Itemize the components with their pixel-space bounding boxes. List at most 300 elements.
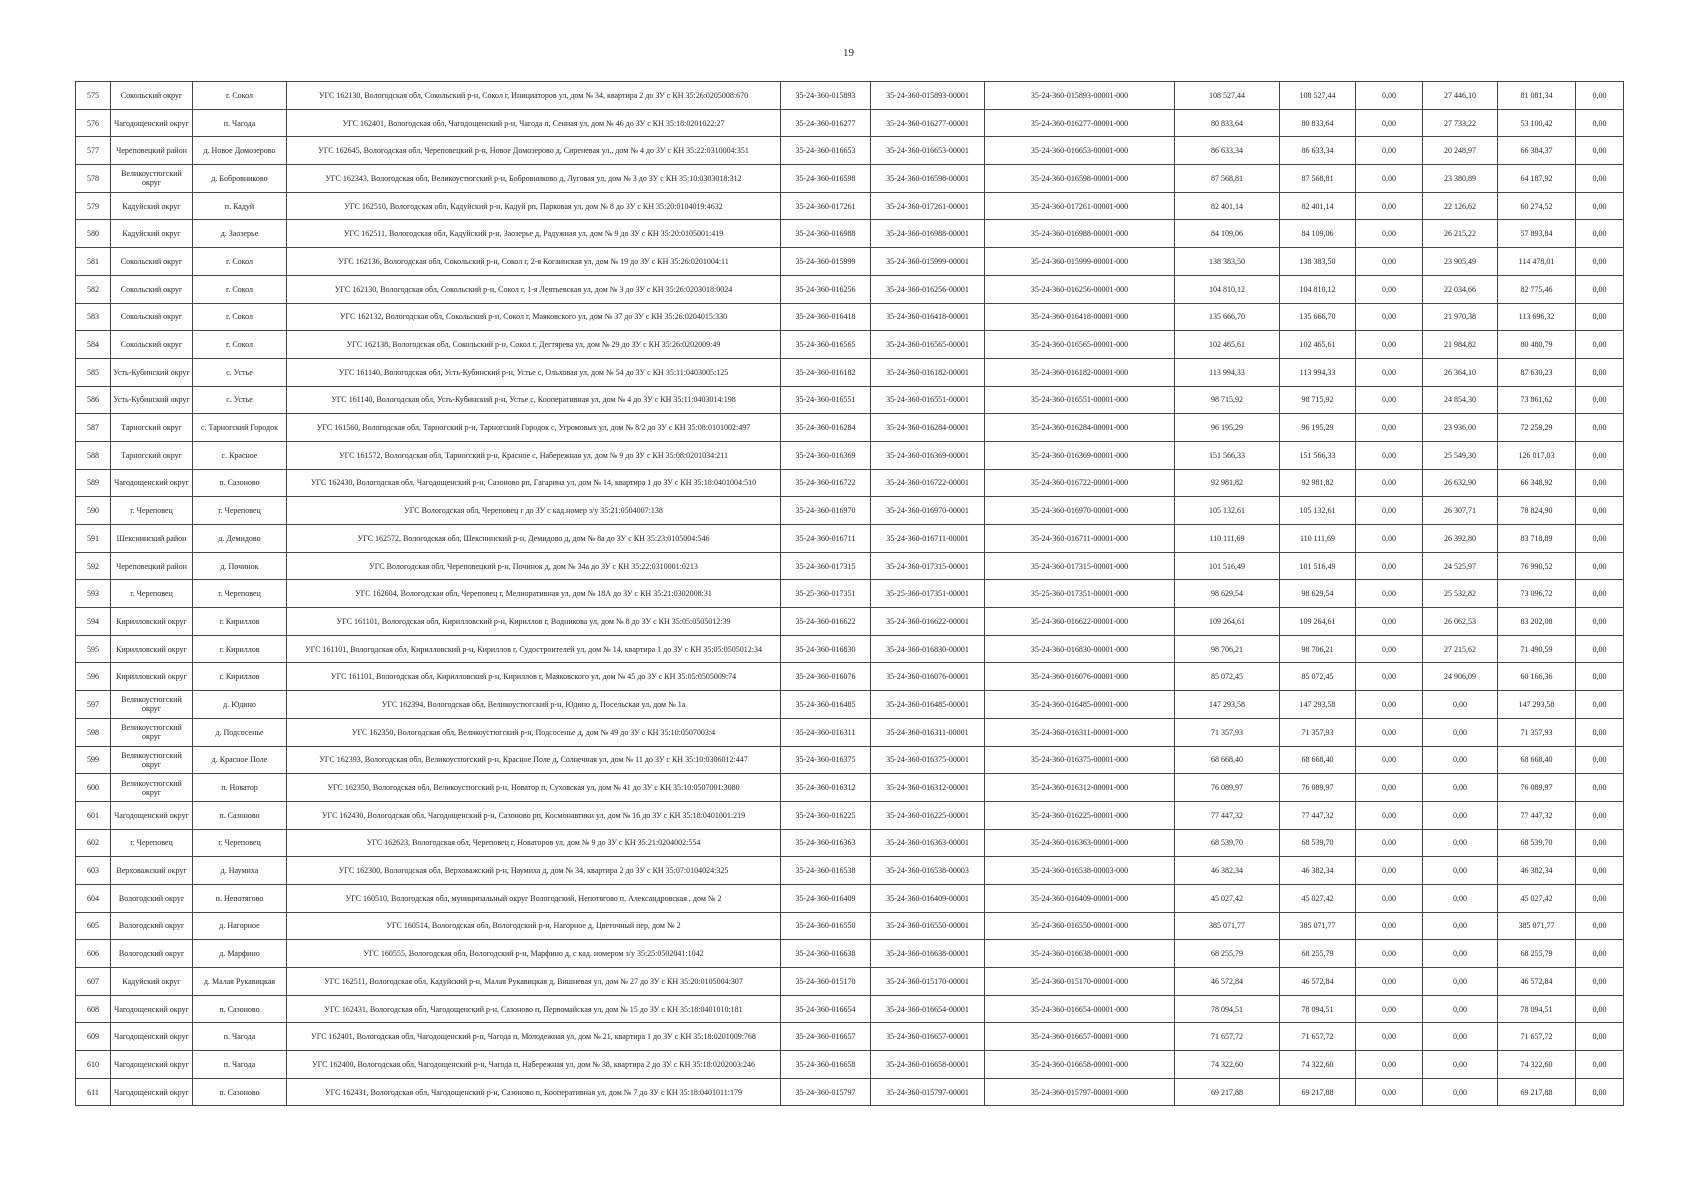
table-row — [76, 82, 1624, 110]
amount-col-5-cell: 126 017,03 — [1498, 441, 1576, 469]
object-address-cell: УГС 162511, Вологодская обл, Кадуйский р-н, Заозерье д, Радужная ул, дом № 9 до ЗУ с КН 35:20:0105001:419 — [287, 220, 781, 248]
amount-col-5-cell: 76 089,97 — [1498, 774, 1576, 802]
amount-col-5-cell: 113 696,32 — [1498, 303, 1576, 331]
amount-col-5-cell: 57 893,84 — [1498, 220, 1576, 248]
object-address-cell: УГС 162401, Вологодская обл, Чагодощенский р-н, Чагода п, Сенная ул, дом № 46 до ЗУ с КН 35:18:0201022:27 — [287, 109, 781, 137]
amount-col-3-cell: 0,00 — [1356, 525, 1423, 553]
amount-total-cell: 98 706,21 — [1175, 635, 1280, 663]
amount-total-cell: 98 629,54 — [1175, 580, 1280, 608]
table-row — [76, 912, 1624, 940]
settlement-cell: с. Тарногский Городок — [193, 414, 287, 442]
amount-col-3-cell: 0,00 — [1356, 635, 1423, 663]
object-subcode-cell: 35-24-360-016598-00001 — [871, 165, 985, 193]
amount-col-5-cell: 66 348,92 — [1498, 469, 1576, 497]
amount-col-3-cell: 0,00 — [1356, 331, 1423, 359]
municipality-cell: Чагодощенский округ — [111, 801, 193, 829]
object-subcode-cell: 35-24-360-016638-00001 — [871, 940, 985, 968]
amount-col-6-cell: 0,00 — [1576, 248, 1624, 276]
municipality-cell: Чагодощенский округ — [111, 1078, 193, 1106]
object-full-code-cell: 35-24-360-016375-00001-000 — [985, 746, 1175, 774]
object-address-cell: УГС 161101, Вологодская обл, Кирилловский р-н, Кириллов г, Судостроителей ул, дом № 14, квартира 1 до ЗУ с КН 35:05:0505012:34 — [287, 635, 781, 663]
amount-col-4-cell: 0,00 — [1423, 1051, 1498, 1079]
object-subcode-cell: 35-24-360-016657-00001 — [871, 1023, 985, 1051]
amount-financed-cell: 74 322,60 — [1280, 1051, 1356, 1079]
amount-col-3-cell: 0,00 — [1356, 884, 1423, 912]
amount-total-cell: 101 516,49 — [1175, 552, 1280, 580]
row-number-cell: 588 — [76, 441, 111, 469]
object-subcode-cell: 35-24-360-016225-00001 — [871, 801, 985, 829]
object-address-cell: УГС 160555, Вологодская обл, Вологодский р-н, Марфино д, с кад. номером з/у 35:25:0502041:1042 — [287, 940, 781, 968]
object-full-code-cell: 35-24-360-016485-00001-000 — [985, 691, 1175, 719]
object-full-code-cell: 35-24-360-016551-00001-000 — [985, 386, 1175, 414]
amount-col-4-cell: 23 905,49 — [1423, 248, 1498, 276]
amount-col-4-cell: 26 307,71 — [1423, 497, 1498, 525]
object-address-cell: УГС 161101, Вологодская обл, Кирилловский р-н, Кириллов г, Водникова ул, дом № 8 до ЗУ с КН 35:05:0505012:39 — [287, 608, 781, 636]
municipality-cell: Великоустюгский округ — [111, 691, 193, 719]
settlement-cell: г. Череповец — [193, 497, 287, 525]
amount-total-cell: 102 465,61 — [1175, 331, 1280, 359]
amount-total-cell: 98 715,92 — [1175, 386, 1280, 414]
amount-col-5-cell: 385 071,77 — [1498, 912, 1576, 940]
row-number-cell: 606 — [76, 940, 111, 968]
amount-col-3-cell: 0,00 — [1356, 303, 1423, 331]
settlement-cell: п. Чагода — [193, 1023, 287, 1051]
object-full-code-cell: 35-24-360-016638-00001-000 — [985, 940, 1175, 968]
object-code-cell: 35-24-360-016551 — [781, 386, 871, 414]
object-code-cell: 35-24-360-016182 — [781, 358, 871, 386]
amount-col-6-cell: 0,00 — [1576, 774, 1624, 802]
amount-financed-cell: 77 447,32 — [1280, 801, 1356, 829]
object-subcode-cell: 35-24-360-016653-00001 — [871, 137, 985, 165]
amount-col-6-cell: 0,00 — [1576, 635, 1624, 663]
settlement-cell: г. Кириллов — [193, 635, 287, 663]
row-number-cell: 593 — [76, 580, 111, 608]
amount-col-4-cell: 23 380,89 — [1423, 165, 1498, 193]
amount-total-cell: 138 383,50 — [1175, 248, 1280, 276]
object-subcode-cell: 35-24-360-016654-00001 — [871, 995, 985, 1023]
amount-col-6-cell: 0,00 — [1576, 829, 1624, 857]
settlement-cell: д. Подсосенье — [193, 718, 287, 746]
object-full-code-cell: 35-24-360-016722-00001-000 — [985, 469, 1175, 497]
amount-financed-cell: 76 089,97 — [1280, 774, 1356, 802]
object-code-cell: 35-24-360-016312 — [781, 774, 871, 802]
settlement-cell: д. Наумиха — [193, 857, 287, 885]
row-number-cell: 591 — [76, 525, 111, 553]
amount-col-5-cell: 74 322,60 — [1498, 1051, 1576, 1079]
object-address-cell: УГС 162400, Вологодская обл, Чагодощенский р-н, Чагода п, Набережная ул, дом № 38, квартира 2 до ЗУ с КН 35:18:0202003:246 — [287, 1051, 781, 1079]
settlement-cell: г. Сокол — [193, 275, 287, 303]
object-full-code-cell: 35-24-360-016256-00001-000 — [985, 275, 1175, 303]
amount-col-6-cell: 0,00 — [1576, 192, 1624, 220]
row-number-cell: 596 — [76, 663, 111, 691]
table-row — [76, 248, 1624, 276]
amount-col-6-cell: 0,00 — [1576, 441, 1624, 469]
amount-col-6-cell: 0,00 — [1576, 552, 1624, 580]
amount-col-4-cell: 0,00 — [1423, 968, 1498, 996]
table-row — [76, 829, 1624, 857]
amount-col-6-cell: 0,00 — [1576, 331, 1624, 359]
row-number-cell: 603 — [76, 857, 111, 885]
amount-financed-cell: 108 527,44 — [1280, 82, 1356, 110]
object-address-cell: УГС 162394, Вологодская обл, Великоустюгский р-н, Юдино д, Посельская ул, дом № 1а — [287, 691, 781, 719]
settlement-cell: д. Бобровниково — [193, 165, 287, 193]
object-full-code-cell: 35-24-360-016363-00001-000 — [985, 829, 1175, 857]
row-number-cell: 594 — [76, 608, 111, 636]
table-row — [76, 774, 1624, 802]
amount-financed-cell: 71 357,93 — [1280, 718, 1356, 746]
object-full-code-cell: 35-24-360-016312-00001-000 — [985, 774, 1175, 802]
amount-col-3-cell: 0,00 — [1356, 995, 1423, 1023]
object-code-cell: 35-24-360-016375 — [781, 746, 871, 774]
amount-col-6-cell: 0,00 — [1576, 358, 1624, 386]
object-subcode-cell: 35-24-360-016284-00001 — [871, 414, 985, 442]
object-full-code-cell: 35-24-360-016658-00001-000 — [985, 1051, 1175, 1079]
amount-financed-cell: 105 132,61 — [1280, 497, 1356, 525]
amount-col-5-cell: 73 861,62 — [1498, 386, 1576, 414]
amount-col-3-cell: 0,00 — [1356, 82, 1423, 110]
object-full-code-cell: 35-24-360-016538-00003-000 — [985, 857, 1175, 885]
amount-col-5-cell: 114 478,01 — [1498, 248, 1576, 276]
settlement-cell: п. Кадуй — [193, 192, 287, 220]
object-subcode-cell: 35-24-360-016076-00001 — [871, 663, 985, 691]
amount-col-4-cell: 0,00 — [1423, 940, 1498, 968]
municipality-cell: Сокольский округ — [111, 248, 193, 276]
amount-financed-cell: 151 566,33 — [1280, 441, 1356, 469]
municipality-cell: Великоустюгский округ — [111, 774, 193, 802]
amount-total-cell: 77 447,32 — [1175, 801, 1280, 829]
object-address-cell: УГС 162343, Вологодская обл, Великоустюгский р-н, Бобровниково д, Луговая ул, дом № 3 до ЗУ с КН 35:10:0303018:312 — [287, 165, 781, 193]
amount-col-3-cell: 0,00 — [1356, 968, 1423, 996]
amount-financed-cell: 92 981,82 — [1280, 469, 1356, 497]
object-code-cell: 35-24-360-015170 — [781, 968, 871, 996]
amount-col-5-cell: 71 657,72 — [1498, 1023, 1576, 1051]
amount-financed-cell: 98 629,54 — [1280, 580, 1356, 608]
amount-col-3-cell: 0,00 — [1356, 940, 1423, 968]
amount-total-cell: 74 322,60 — [1175, 1051, 1280, 1079]
amount-col-3-cell: 0,00 — [1356, 469, 1423, 497]
settlement-cell: г. Сокол — [193, 331, 287, 359]
object-address-cell: УГС 162572, Вологодская обл, Шекснинский р-н, Демидово д, дом № 8а до ЗУ с КН 35:23:0105004:546 — [287, 525, 781, 553]
amount-financed-cell: 69 217,88 — [1280, 1078, 1356, 1106]
row-number-cell: 575 — [76, 82, 111, 110]
amount-col-5-cell: 73 096,72 — [1498, 580, 1576, 608]
amount-financed-cell: 110 111,69 — [1280, 525, 1356, 553]
amount-col-4-cell: 21 984,82 — [1423, 331, 1498, 359]
row-number-cell: 601 — [76, 801, 111, 829]
amount-col-5-cell: 76 990,52 — [1498, 552, 1576, 580]
settlement-cell: д. Красное Поле — [193, 746, 287, 774]
amount-financed-cell: 68 668,40 — [1280, 746, 1356, 774]
object-code-cell: 35-24-360-016363 — [781, 829, 871, 857]
municipality-cell: Кадуйский округ — [111, 968, 193, 996]
amount-col-6-cell: 0,00 — [1576, 303, 1624, 331]
table-row — [76, 718, 1624, 746]
table-row — [76, 525, 1624, 553]
amount-financed-cell: 86 633,34 — [1280, 137, 1356, 165]
amount-total-cell: 109 264,61 — [1175, 608, 1280, 636]
table-row — [76, 192, 1624, 220]
object-address-cell: УГС 162393, Вологодская обл, Великоустюгский р-н, Красное Поле д, Солнечная ул, дом № 11 до ЗУ с КН 35:10:0306012:447 — [287, 746, 781, 774]
row-number-cell: 600 — [76, 774, 111, 802]
amount-col-3-cell: 0,00 — [1356, 1023, 1423, 1051]
amount-financed-cell: 68 255,79 — [1280, 940, 1356, 968]
object-subcode-cell: 35-24-360-017315-00001 — [871, 552, 985, 580]
amount-total-cell: 45 027,42 — [1175, 884, 1280, 912]
amount-col-6-cell: 0,00 — [1576, 912, 1624, 940]
amount-col-5-cell: 71 490,59 — [1498, 635, 1576, 663]
amount-col-5-cell: 71 357,93 — [1498, 718, 1576, 746]
object-code-cell: 35-24-360-016256 — [781, 275, 871, 303]
amount-total-cell: 68 255,79 — [1175, 940, 1280, 968]
municipality-cell: Сокольский округ — [111, 82, 193, 110]
registry-table-wrapper — [75, 81, 1623, 1106]
amount-col-5-cell: 68 668,40 — [1498, 746, 1576, 774]
object-address-cell: УГС 162510, Вологодская обл, Кадуйский р-н, Кадуй рп, Парковая ул, дом № 8 до ЗУ с КН 35:20:0104019:4632 — [287, 192, 781, 220]
amount-col-3-cell: 0,00 — [1356, 137, 1423, 165]
object-subcode-cell: 35-24-360-016182-00001 — [871, 358, 985, 386]
amount-col-4-cell: 24 906,09 — [1423, 663, 1498, 691]
amount-financed-cell: 96 195,29 — [1280, 414, 1356, 442]
object-subcode-cell: 35-24-360-016550-00001 — [871, 912, 985, 940]
object-subcode-cell: 35-24-360-016970-00001 — [871, 497, 985, 525]
object-address-cell: УГС 162430, Вологодская обл, Чагодощенский р-н, Сазоново рп, Космонавтики ул, дом № 16 до ЗУ с КН 35:18:0401001:219 — [287, 801, 781, 829]
municipality-cell: Верховажский округ — [111, 857, 193, 885]
amount-col-3-cell: 0,00 — [1356, 801, 1423, 829]
amount-col-5-cell: 46 572,84 — [1498, 968, 1576, 996]
amount-col-4-cell: 26 632,90 — [1423, 469, 1498, 497]
object-address-cell: УГС 162350, Вологодская обл, Великоустюгский р-н, Подсосенье д, дом № 49 до ЗУ с КН 35:10:0507003:4 — [287, 718, 781, 746]
municipality-cell: Вологодский округ — [111, 912, 193, 940]
amount-col-6-cell: 0,00 — [1576, 580, 1624, 608]
table-row — [76, 857, 1624, 885]
row-number-cell: 602 — [76, 829, 111, 857]
amount-col-3-cell: 0,00 — [1356, 275, 1423, 303]
amount-col-3-cell: 0,00 — [1356, 414, 1423, 442]
amount-col-4-cell: 24 525,97 — [1423, 552, 1498, 580]
amount-col-4-cell: 0,00 — [1423, 912, 1498, 940]
object-code-cell: 35-24-360-015797 — [781, 1078, 871, 1106]
object-full-code-cell: 35-24-360-016565-00001-000 — [985, 331, 1175, 359]
settlement-cell: д. Марфино — [193, 940, 287, 968]
settlement-cell: п. Непотягово — [193, 884, 287, 912]
amount-col-3-cell: 0,00 — [1356, 663, 1423, 691]
amount-total-cell: 110 111,69 — [1175, 525, 1280, 553]
object-subcode-cell: 35-24-360-016622-00001 — [871, 608, 985, 636]
object-code-cell: 35-24-360-016654 — [781, 995, 871, 1023]
table-row — [76, 469, 1624, 497]
amount-col-4-cell: 0,00 — [1423, 1023, 1498, 1051]
object-code-cell: 35-24-360-016418 — [781, 303, 871, 331]
municipality-cell: Шекснинский район — [111, 525, 193, 553]
row-number-cell: 589 — [76, 469, 111, 497]
object-code-cell: 35-24-360-017315 — [781, 552, 871, 580]
amount-col-5-cell: 69 217,88 — [1498, 1078, 1576, 1106]
row-number-cell: 607 — [76, 968, 111, 996]
municipality-cell: г. Череповец — [111, 829, 193, 857]
object-subcode-cell: 35-24-360-016311-00001 — [871, 718, 985, 746]
amount-col-3-cell: 0,00 — [1356, 386, 1423, 414]
amount-col-4-cell: 0,00 — [1423, 718, 1498, 746]
table-row — [76, 884, 1624, 912]
settlement-cell: г. Череповец — [193, 580, 287, 608]
object-address-cell: УГС 162300, Вологодская обл, Верховажский р-н, Наумиха д, дом № 34, квартира 2 до ЗУ с КН 35:07:0104024:325 — [287, 857, 781, 885]
amount-financed-cell: 82 401,14 — [1280, 192, 1356, 220]
object-full-code-cell: 35-24-360-015999-00001-000 — [985, 248, 1175, 276]
amount-total-cell: 104 810,12 — [1175, 275, 1280, 303]
amount-col-4-cell: 26 215,22 — [1423, 220, 1498, 248]
amount-col-5-cell: 78 824,90 — [1498, 497, 1576, 525]
object-full-code-cell: 35-24-360-016311-00001-000 — [985, 718, 1175, 746]
object-full-code-cell: 35-24-360-016598-00001-000 — [985, 165, 1175, 193]
object-subcode-cell: 35-24-360-016256-00001 — [871, 275, 985, 303]
amount-col-4-cell: 0,00 — [1423, 995, 1498, 1023]
object-address-cell: УГС 162431, Вологодская обл, Чагодощенский р-н, Сазоново п, Первомайская ул, дом № 15 до ЗУ с КН 35:18:0401010:181 — [287, 995, 781, 1023]
amount-total-cell: 71 657,72 — [1175, 1023, 1280, 1051]
table-row — [76, 663, 1624, 691]
municipality-cell: Усть-Кубинский округ — [111, 358, 193, 386]
object-subcode-cell: 35-24-360-016369-00001 — [871, 441, 985, 469]
amount-col-6-cell: 0,00 — [1576, 995, 1624, 1023]
object-subcode-cell: 35-24-360-016375-00001 — [871, 746, 985, 774]
object-full-code-cell: 35-24-360-016654-00001-000 — [985, 995, 1175, 1023]
table-row — [76, 746, 1624, 774]
amount-col-4-cell: 23 936,00 — [1423, 414, 1498, 442]
object-full-code-cell: 35-24-360-015797-00001-000 — [985, 1078, 1175, 1106]
amount-total-cell: 151 566,33 — [1175, 441, 1280, 469]
settlement-cell: с. Красное — [193, 441, 287, 469]
amount-col-5-cell: 68 255,79 — [1498, 940, 1576, 968]
amount-col-3-cell: 0,00 — [1356, 746, 1423, 774]
amount-col-4-cell: 27 215,62 — [1423, 635, 1498, 663]
object-subcode-cell: 35-24-360-016363-00001 — [871, 829, 985, 857]
object-address-cell: УГС 161140, Вологодская обл, Усть-Кубинский р-н, Устье с, Кооперативная ул, дом № 4 до ЗУ с КН 35:11:0403014:198 — [287, 386, 781, 414]
row-number-cell: 581 — [76, 248, 111, 276]
amount-financed-cell: 85 072,45 — [1280, 663, 1356, 691]
object-address-cell: УГС 162136, Вологодская обл, Сокольский р-н, Сокол г, 2-я Когаинская ул, дом № 19 до ЗУ с КН 35:26:0201004:11 — [287, 248, 781, 276]
object-code-cell: 35-24-360-016369 — [781, 441, 871, 469]
object-address-cell: УГС 160510, Вологодская обл, муниципальный округ Вологодский, Непотягово п, Александровская , дом № 2 — [287, 884, 781, 912]
row-number-cell: 585 — [76, 358, 111, 386]
row-number-cell: 580 — [76, 220, 111, 248]
registry-table — [75, 81, 1624, 1106]
municipality-cell: г. Череповец — [111, 580, 193, 608]
table-row — [76, 608, 1624, 636]
object-subcode-cell: 35-24-360-016409-00001 — [871, 884, 985, 912]
object-full-code-cell: 35-24-360-016653-00001-000 — [985, 137, 1175, 165]
object-subcode-cell: 35-24-360-016538-00003 — [871, 857, 985, 885]
table-row — [76, 303, 1624, 331]
settlement-cell: д. Нагорное — [193, 912, 287, 940]
amount-col-4-cell: 27 446,10 — [1423, 82, 1498, 110]
amount-col-3-cell: 0,00 — [1356, 358, 1423, 386]
amount-total-cell: 87 568,81 — [1175, 165, 1280, 193]
table-row — [76, 1023, 1624, 1051]
amount-financed-cell: 385 071,77 — [1280, 912, 1356, 940]
object-code-cell: 35-24-360-016988 — [781, 220, 871, 248]
table-row — [76, 220, 1624, 248]
object-subcode-cell: 35-24-360-016418-00001 — [871, 303, 985, 331]
settlement-cell: г. Сокол — [193, 303, 287, 331]
amount-col-6-cell: 0,00 — [1576, 414, 1624, 442]
object-subcode-cell: 35-24-360-016277-00001 — [871, 109, 985, 137]
amount-col-6-cell: 0,00 — [1576, 718, 1624, 746]
settlement-cell: п. Сазоново — [193, 1078, 287, 1106]
amount-col-4-cell: 22 034,66 — [1423, 275, 1498, 303]
amount-total-cell: 78 094,51 — [1175, 995, 1280, 1023]
object-address-cell: УГС 161140, Вологодская обл, Усть-Кубинский р-н, Устье с, Ольховая ул, дом № 54 до ЗУ с КН 35:11:0403005:125 — [287, 358, 781, 386]
amount-financed-cell: 80 833,64 — [1280, 109, 1356, 137]
object-address-cell: УГС 161560, Вологодская обл, Тарногский р-н, Тарногский Городок с, Угромовых ул, дом № 8/2 до ЗУ с КН 35:08:0101002:497 — [287, 414, 781, 442]
amount-col-6-cell: 0,00 — [1576, 275, 1624, 303]
object-code-cell: 35-24-360-016658 — [781, 1051, 871, 1079]
amount-col-4-cell: 22 126,62 — [1423, 192, 1498, 220]
settlement-cell: п. Сазоново — [193, 995, 287, 1023]
amount-total-cell: 80 833,64 — [1175, 109, 1280, 137]
amount-col-6-cell: 0,00 — [1576, 884, 1624, 912]
amount-col-5-cell: 60 166,36 — [1498, 663, 1576, 691]
object-subcode-cell: 35-24-360-016711-00001 — [871, 525, 985, 553]
amount-total-cell: 96 195,29 — [1175, 414, 1280, 442]
object-subcode-cell: 35-24-360-016830-00001 — [871, 635, 985, 663]
table-row — [76, 691, 1624, 719]
row-number-cell: 599 — [76, 746, 111, 774]
amount-col-5-cell: 77 447,32 — [1498, 801, 1576, 829]
municipality-cell: Великоустюгский округ — [111, 165, 193, 193]
amount-col-3-cell: 0,00 — [1356, 774, 1423, 802]
row-number-cell: 582 — [76, 275, 111, 303]
municipality-cell: Тарногский округ — [111, 414, 193, 442]
municipality-cell: Череповецкий район — [111, 552, 193, 580]
municipality-cell: Чагодощенский округ — [111, 1051, 193, 1079]
amount-col-6-cell: 0,00 — [1576, 82, 1624, 110]
amount-financed-cell: 147 293,58 — [1280, 691, 1356, 719]
row-number-cell: 609 — [76, 1023, 111, 1051]
settlement-cell: д. Починок — [193, 552, 287, 580]
amount-col-6-cell: 0,00 — [1576, 469, 1624, 497]
amount-col-4-cell: 0,00 — [1423, 774, 1498, 802]
row-number-cell: 578 — [76, 165, 111, 193]
amount-col-5-cell: 66 384,37 — [1498, 137, 1576, 165]
object-full-code-cell: 35-24-360-016550-00001-000 — [985, 912, 1175, 940]
object-code-cell: 35-24-360-016565 — [781, 331, 871, 359]
municipality-cell: Сокольский округ — [111, 275, 193, 303]
amount-total-cell: 69 217,88 — [1175, 1078, 1280, 1106]
amount-col-6-cell: 0,00 — [1576, 801, 1624, 829]
amount-total-cell: 86 633,34 — [1175, 137, 1280, 165]
municipality-cell: Сокольский округ — [111, 331, 193, 359]
settlement-cell: д. Малая Рукавицкая — [193, 968, 287, 996]
amount-col-4-cell: 20 248,97 — [1423, 137, 1498, 165]
amount-col-3-cell: 0,00 — [1356, 497, 1423, 525]
table-row — [76, 1051, 1624, 1079]
amount-total-cell: 385 071,77 — [1175, 912, 1280, 940]
amount-financed-cell: 101 516,49 — [1280, 552, 1356, 580]
amount-col-3-cell: 0,00 — [1356, 857, 1423, 885]
object-address-cell: УГС 162130, Вологодская обл, Сокольский р-н, Сокол г, 1-я Леятьевская ул, дом № 3 до ЗУ с КН 35:26:0203018:0024 — [287, 275, 781, 303]
settlement-cell: п. Чагода — [193, 109, 287, 137]
object-subcode-cell: 35-24-360-016722-00001 — [871, 469, 985, 497]
municipality-cell: Кирилловский округ — [111, 635, 193, 663]
amount-col-5-cell: 46 382,34 — [1498, 857, 1576, 885]
amount-total-cell: 92 981,82 — [1175, 469, 1280, 497]
object-full-code-cell: 35-24-360-016622-00001-000 — [985, 608, 1175, 636]
row-number-cell: 598 — [76, 718, 111, 746]
amount-financed-cell: 87 568,81 — [1280, 165, 1356, 193]
settlement-cell: г. Череповец — [193, 829, 287, 857]
table-body — [76, 82, 1624, 1106]
table-row — [76, 801, 1624, 829]
amount-col-5-cell: 83 718,89 — [1498, 525, 1576, 553]
